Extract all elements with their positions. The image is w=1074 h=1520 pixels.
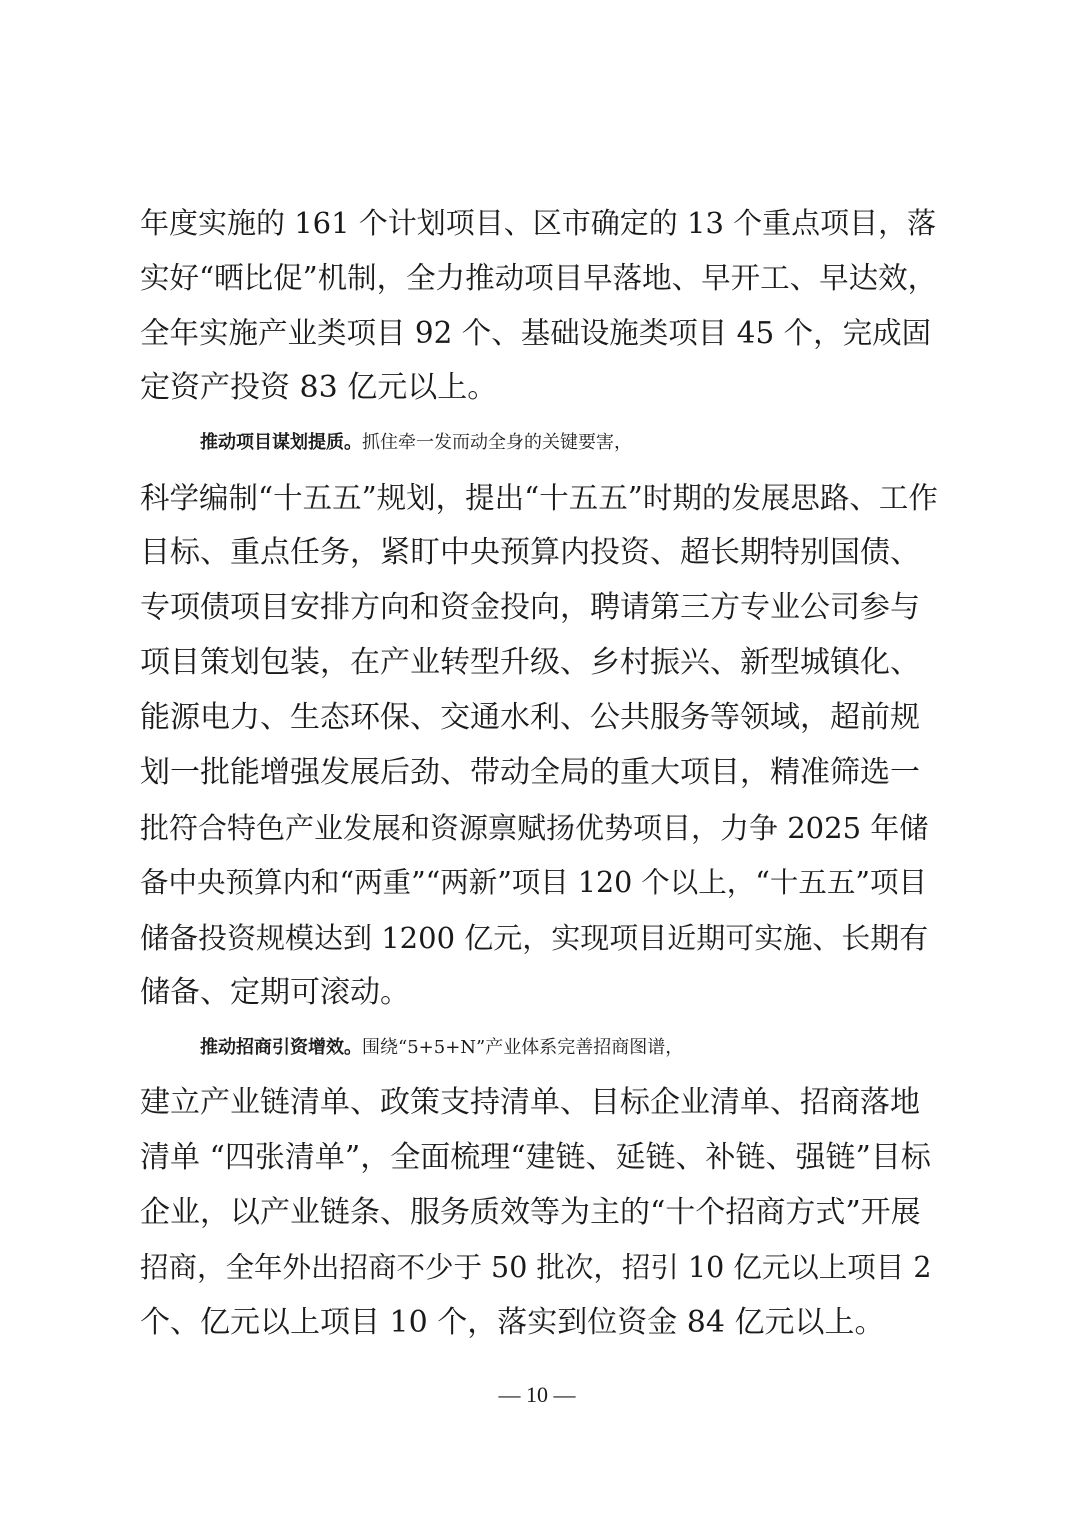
text-line: 全年实施产业类项目 92 个、基础设施类项目 45 个，完成固 bbox=[140, 316, 932, 350]
text-line: 能源电力、生态环保、交通水利、公共服务等领域，超前规 bbox=[140, 700, 920, 735]
text-line: 储备投资规模达到 1200 亿元，实现项目近期可实施、长期有 bbox=[140, 921, 929, 955]
text-line: 项目策划包装，在产业转型升级、乡村振兴、新型城镇化、 bbox=[140, 645, 920, 680]
section-heading: 推动招商引资增效。 bbox=[200, 1037, 362, 1058]
text-span: 围绕“5+5+N”产业体系完善招商图谱， bbox=[362, 1037, 684, 1058]
text-line: 科学编制“十五五”规划，提出“十五五”时期的发展思路、工作 bbox=[140, 481, 938, 515]
section-heading: 推动项目谋划提质。 bbox=[200, 432, 362, 453]
text-line: 年度实施的 161 个计划项目、区市确定的 13 个重点项目，落 bbox=[140, 206, 937, 240]
text-line: 目标、重点任务，紧盯中央预算内投资、超长期特别国债、 bbox=[140, 535, 920, 570]
text-line: 清单 “四张清单”，全面梳理“建链、延链、补链、强链”目标 bbox=[140, 1140, 931, 1175]
text-line: 建立产业链清单、政策支持清单、目标企业清单、招商落地 bbox=[140, 1085, 920, 1120]
text-line: 备中央预算内和“两重”“两新”项目 120 个以上，“十五五”项目 bbox=[140, 866, 927, 899]
text-line: 企业，以产业链条、服务质效等为主的“十个招商方式”开展 bbox=[140, 1195, 921, 1230]
text-line: 划一批能增强发展后劲、带动全局的重大项目，精准筛选一 bbox=[140, 755, 920, 790]
paragraph-first-line bbox=[200, 423, 1000, 463]
text-line: 专项债项目安排方向和资金投向，聘请第三方专业公司参与 bbox=[140, 590, 920, 625]
text-line: 实好“晒比促”机制，全力推动项目早落地、早开工、早达效， bbox=[140, 261, 938, 295]
paragraph-first-line bbox=[200, 1028, 1000, 1068]
text-line: 定资产投资 83 亿元以上。 bbox=[140, 370, 498, 405]
page-number: — 10 — bbox=[498, 1382, 576, 1407]
text-line: 储备、定期可滚动。 bbox=[140, 975, 410, 1010]
text-span: 抓住牵一发而动全身的关键要害， bbox=[362, 432, 632, 453]
text-line: 批符合特色产业发展和资源禀赋扬优势项目，力争 2025 年储 bbox=[140, 811, 929, 845]
text-line: 招商，全年外出招商不少于 50 批次，招引 10 亿元以上项目 2 bbox=[140, 1251, 932, 1284]
text-line: 个、亿元以上项目 10 个，落实到位资金 84 亿元以上。 bbox=[140, 1305, 885, 1340]
